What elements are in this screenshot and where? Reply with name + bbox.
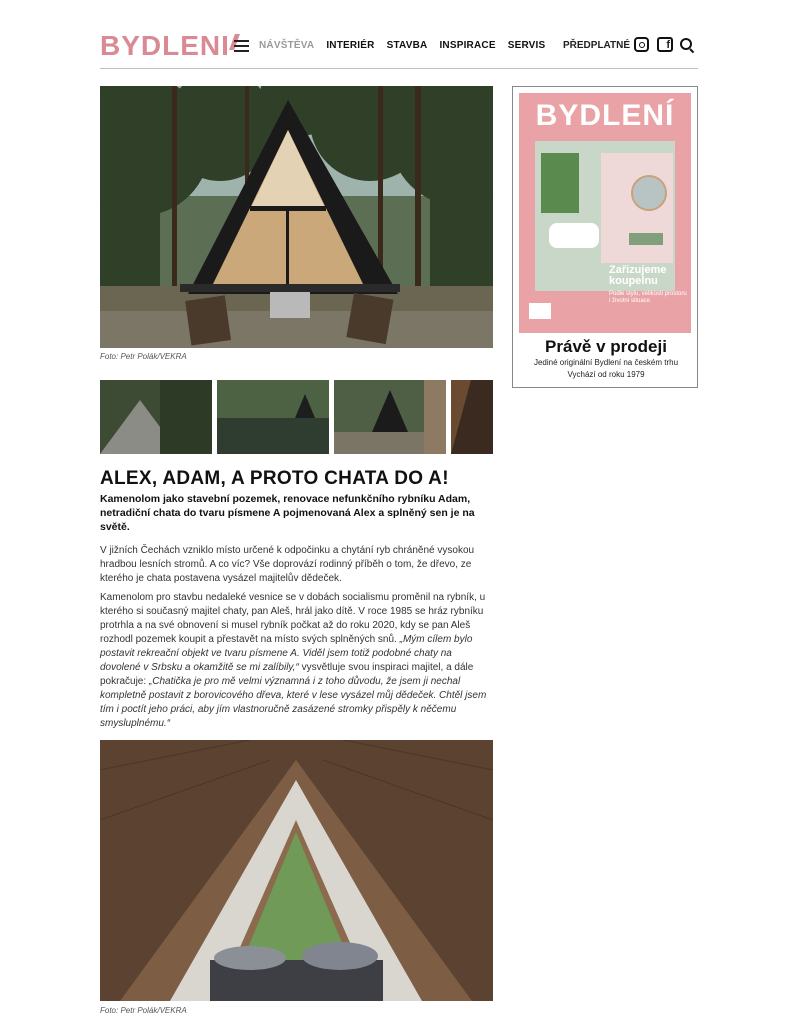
paragraph-2-text-a: Kamenolom pro stavbu nedaleké vesnice se v dobách socialismu proměnil na rybník, u kterého si současný majitel chaty, pan Aleš, hrál jako dítě. V roce 1985 se hráz rybníku protrhla a na své obnovení si musel rybník počkat až do roku 2020, kdy se pan Aleš rozhodl pozemek koupit a přestavět na místo svých splněných snů. (100, 592, 486, 645)
ad-line-2: Vychází od roku 1979 (567, 370, 645, 379)
article-paragraph-1: V jižních Čechách vzniklo místo určené k odpočinku a chytání ryb chráněné vysokou hradbou lesních stromů. A co víc? Vše doprovází rodinný příběh o tom, že dřevo, ze kterého je chata postavena vysázel majitelův dědeček. (100, 545, 475, 584)
ad-line-1: Jediné originální Bydlení na českém trhu (533, 358, 679, 367)
cover-logo: BYDLENÍ (535, 99, 675, 132)
search-icon[interactable] (680, 38, 692, 50)
nav-item-inspirace[interactable]: INSPIRACE (439, 40, 496, 51)
site-logo[interactable]: BYDLENI (100, 32, 237, 60)
gallery-thumbnails (100, 380, 493, 454)
article-title: ALEX, ADAM, A PROTO CHATA DO A! (100, 468, 449, 489)
gallery-thumb-1[interactable] (100, 380, 212, 454)
magazine-ad[interactable] (512, 86, 698, 388)
cover-headline: Zařizujeme koupelnu (609, 264, 667, 287)
facebook-icon[interactable]: f (657, 37, 673, 52)
instagram-icon[interactable] (634, 37, 649, 52)
main-nav (259, 40, 545, 51)
nav-item-navsteva[interactable]: NÁVŠTĚVA (259, 40, 315, 51)
gallery-thumb-2[interactable] (217, 380, 329, 454)
hero-caption: Foto: Petr Polák/VEKRA (100, 352, 187, 361)
interior-caption: Foto: Petr Polák/VEKRA (100, 1006, 187, 1015)
gallery-thumb-3[interactable] (334, 380, 446, 454)
menu-icon[interactable] (234, 40, 249, 52)
site-header (100, 30, 698, 69)
hero-photo-a-frame-cabin (100, 86, 493, 348)
attic-illustration (100, 740, 493, 1001)
nav-item-servis[interactable]: SERVIS (507, 40, 546, 51)
article-paragraph-2 (100, 591, 493, 731)
nav-item-interier[interactable]: INTERIÉR (326, 40, 375, 51)
subscribe-link[interactable]: PŘEDPLATNÉ (563, 40, 631, 51)
cover-subheadline: Podle stylu, velikosti prostoru i životní situace (609, 291, 687, 304)
nav-item-stavba[interactable]: STAVBA (386, 40, 428, 51)
cabin-illustration (100, 86, 493, 348)
magazine-cover[interactable] (519, 93, 691, 333)
paragraph-2-text-b: vysvětluje svou inspiraci majitel, a dále pokračuje: (100, 662, 474, 687)
interior-photo-attic (100, 740, 493, 1001)
article-lead: Kamenolom jako stavební pozemek, renovace nefunkčního rybníku Adam, netradiční chata do tvaru písmene A pojmenovaná Alex a splněný sen je na světě. (100, 493, 475, 533)
owner-quote-2: „Chatička je pro mě velmi významná i z toho důvodu, že jsem ji nechal kompletně postavit z borovicového dřeva, které v lese vysázel můj dědeček. Chtěl jsem tím i poctít jeho práci, aby jím vlastnoručně zasázené stromky přispěly k něčemu smysluplnému.“ (100, 676, 487, 729)
owner-quote-1: „Mým cílem bylo postavit rekreační objekt ve tvaru písmene A. Viděl jsem totiž podobné chaty na dovolené v Srbsku a okamžitě se mi zalíbily,“ (100, 634, 473, 673)
gallery-thumb-4[interactable] (451, 380, 493, 454)
ad-title: Právě v prodeji (545, 337, 667, 356)
